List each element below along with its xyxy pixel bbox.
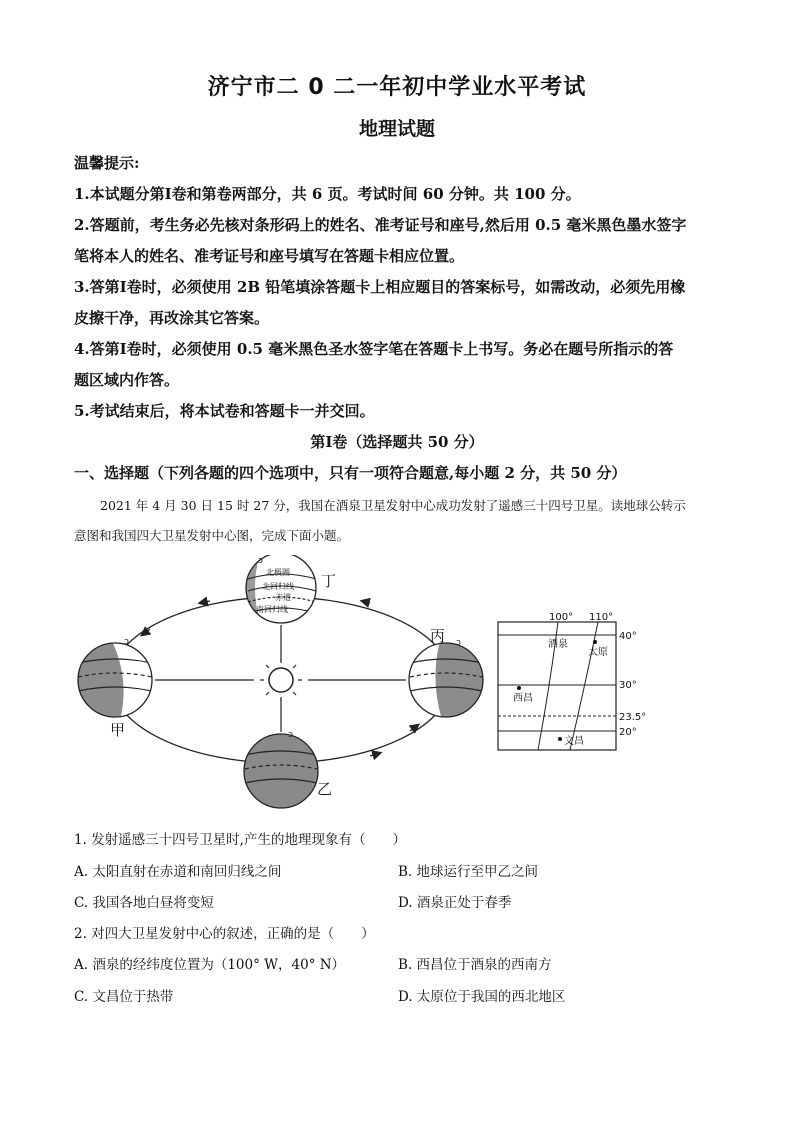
label-arctic-circle: 北极圈: [266, 568, 290, 577]
label-ding: 丁: [321, 572, 337, 590]
orbit-arrow: [362, 601, 370, 603]
svg-text:ↄ: ↄ: [456, 638, 461, 648]
notice-line: 3.答第Ⅰ卷时，必须使用 2B 铅笔填涂答题卡上相应题目的答案标号，如需改动，必须先用橡: [74, 278, 686, 296]
svg-text:ↄ: ↄ: [288, 730, 293, 740]
notice-line: 5.考试结束后，将本试卷和答题卡一并交回。: [74, 402, 375, 420]
question-2-option-c: C. 文昌位于热带: [74, 989, 174, 1005]
place-wenchang: 文昌: [564, 736, 584, 747]
globe-jia: [70, 635, 170, 735]
question-2-option-a: A. 酒泉的经纬度位置为（100° W，40° N）: [74, 957, 346, 973]
label-yi: 乙: [317, 780, 333, 798]
launch-sites-map: [498, 612, 646, 750]
globe-yi: [240, 730, 325, 815]
notice-line: 笔将本人的姓名、准考证号和座号填写在答题卡相应位置。: [74, 247, 465, 265]
label-bing: 丙: [430, 627, 446, 645]
question-2-option-b: B. 西昌位于酒泉的西南方: [398, 957, 552, 973]
lat-label-20: 20°: [619, 727, 637, 738]
svg-text:ↄ: ↄ: [258, 556, 263, 566]
intro-line: 2021 年 4 月 30 日 15 时 27 分，我国在酒泉卫星发射中心成功发射了遥感三十四号卫星。读地球公转示: [100, 498, 686, 513]
lat-label-23-5: 23.5°: [619, 712, 647, 723]
question-1-stem: 1. 发射遥感三十四号卫星时,产生的地理现象有（ ）: [74, 832, 406, 848]
lat-label-30: 30°: [619, 680, 637, 691]
intro-line: 意图和我国四大卫星发射中心图，完成下面小题。: [74, 528, 350, 543]
exam-title: 济宁市二 0 二一年初中学业水平考试: [207, 75, 587, 100]
place-xichang: 西昌: [513, 693, 533, 704]
question-1-option-c: C. 我国各地白昼将变短: [74, 895, 214, 911]
lon-label-100: 100°: [549, 612, 574, 623]
svg-text:ↄ: ↄ: [124, 637, 129, 647]
orbit-arrow: [200, 601, 210, 603]
orbit-figure: [70, 555, 700, 820]
label-equator: 赤道: [275, 593, 291, 602]
notice-line: 皮擦干净，再改涂其它答案。: [74, 309, 270, 327]
label-tropic-cancer: 北回归线: [262, 582, 294, 591]
place-jiuquan: 酒泉: [548, 639, 568, 650]
orbit-arrow: [370, 753, 380, 756]
label-tropic-capricorn: 南回归线: [256, 605, 288, 614]
lon-label-110: 110°: [589, 612, 614, 623]
notice-line: 4.答第Ⅰ卷时，必须使用 0.5 毫米黑色圣水签字笔在答题卡上书写。务必在题号所指示的答: [74, 340, 674, 358]
notice-line: 1.本试题分第Ⅰ卷和第卷两部分，共 6 页。考试时间 60 分钟。共 100 分。: [74, 185, 581, 203]
section-title: 第Ⅰ卷（选择题共 50 分）: [310, 433, 484, 451]
notice-heading: 温馨提示:: [74, 154, 140, 172]
label-jia: 甲: [110, 721, 126, 739]
question-2-option-d: D. 太原位于我国的西北地区: [398, 989, 566, 1005]
question-1-option-b: B. 地球运行至甲乙之间: [398, 864, 539, 880]
question-2-stem: 2. 对四大卫星发射中心的叙述，正确的是（ ）: [74, 926, 375, 942]
part-heading: 一、选择题（下列各题的四个选项中，只有一项符合题意,每小题 2 分，共 50 分）: [74, 464, 627, 482]
question-1-option-d: D. 酒泉正处于春季: [398, 895, 512, 911]
question-1-option-a: A. 太阳直射在赤道和南回归线之间: [74, 864, 282, 880]
exam-subtitle: 地理试题: [358, 118, 435, 140]
sun-icon: [260, 659, 302, 701]
notice-line: 2.答题前，考生务必先核对条形码上的姓名、准考证号和座号,然后用 0.5 毫米黑色墨水签字: [74, 216, 687, 234]
notice-line: 题区域内作答。: [74, 371, 180, 389]
lat-label-40: 40°: [619, 631, 637, 642]
place-taiyuan: 太原: [588, 647, 608, 658]
globe-bing: [405, 638, 490, 725]
globe-ding: [245, 555, 320, 625]
